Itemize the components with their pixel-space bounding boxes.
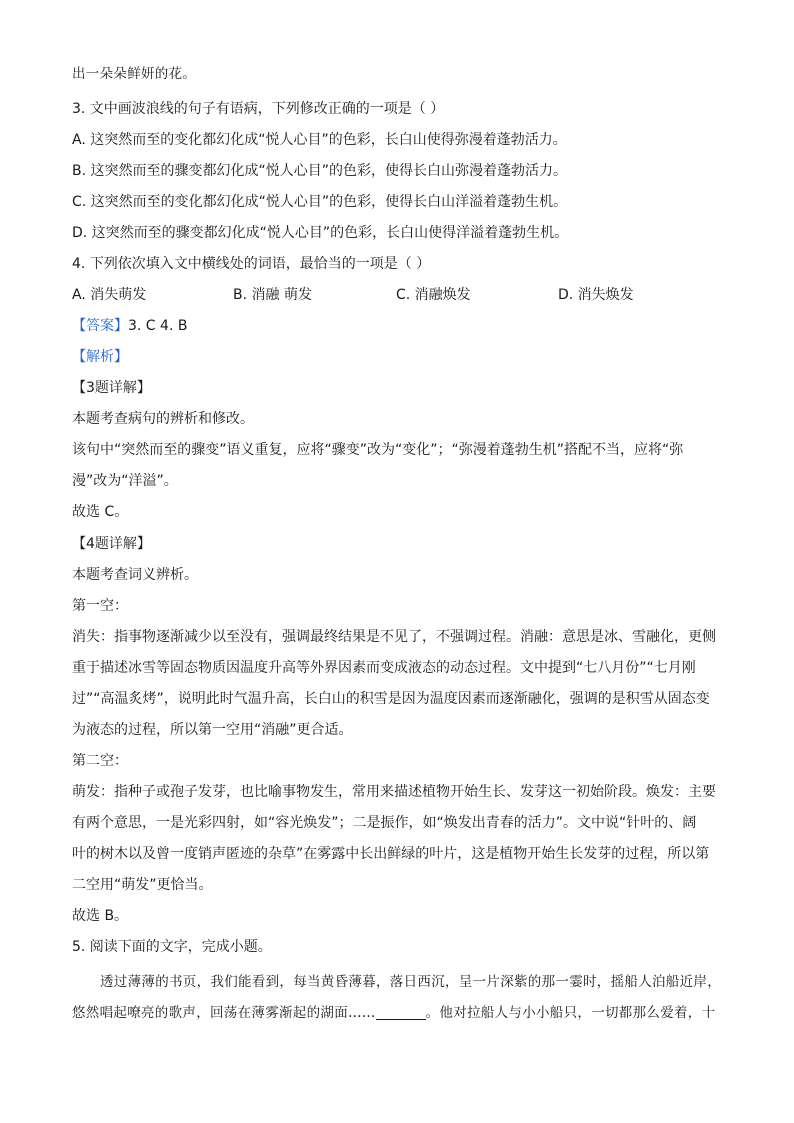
- question-3-option-a: A. 这突然而至的变化都幻化成“悦人心目”的色彩，长白山使得弥漫着蓬勃活力。: [72, 132, 567, 148]
- detail-4-line: 本题考查词义辨析。: [72, 567, 198, 583]
- answer-tag: 【答案】: [72, 318, 128, 334]
- question-4-stem: 4. 下列依次填入文中横线处的词语，最恰当的一项是（ ）: [72, 256, 431, 272]
- passage-text: 悠然唱起嘹亮的歌声，回荡在薄雾渐起的湖面……: [72, 1005, 376, 1021]
- answer-line: [72, 317, 722, 335]
- detail-4-line: 有两个意思，一是光彩四射，如“容光焕发”；二是振作，如“焕发出青春的活力”。文中说“针叶的、阔: [72, 815, 697, 831]
- detail-4-line: 第一空：: [72, 598, 128, 614]
- detail-3-line: 本题考查病句的辨析和修改。: [72, 411, 254, 427]
- question-4-option-c: C. 消融焕发: [396, 287, 471, 303]
- question-3-option-c: C. 这突然而至的变化都幻化成“悦人心目”的色彩，使得长白山洋溢着蓬勃生机。: [72, 194, 568, 210]
- detail-4-line: 过”“高温炙烤”，说明此时气温升高，长白山的积雪是因为温度因素而逐渐融化，强调的是积雪从固态变: [72, 691, 710, 707]
- detail-4-line: 消失：指事物逐渐减少以至没有，强调最终结果是不见了，不强调过程。消融：意思是冰、雪融化，更侧: [72, 629, 716, 645]
- detail-4-line: 第二空：: [72, 753, 128, 769]
- question-4-option-b: B. 消融 萌发: [233, 287, 312, 303]
- passage-text: 。他对拉船人与小小船只，一切都那么爱着，十: [425, 1005, 716, 1021]
- question-3-stem: 3. 文中画波浪线的句子有语病，下列修改正确的一项是（ ）: [72, 101, 445, 117]
- detail-4-tag: 【4题详解】: [72, 536, 151, 552]
- detail-3-line: 该句中“突然而至的骤变”语义重复，应将“骤变”改为“变化”；“弥漫着蓬勃生机”搭配不当，应将“弥: [72, 442, 684, 458]
- passage-line: 出一朵朵鲜妍的花。: [72, 66, 197, 82]
- passage-line: 透过薄薄的书页，我们能看到，每当黄昏薄暮，落日西沉，呈一片深紫的那一霎时，摇船人泊船近岸，: [100, 974, 721, 990]
- answer-text: 3. C 4. B: [128, 318, 188, 334]
- detail-4-line: 二空用“萌发”更恰当。: [72, 877, 213, 893]
- question-4-option-d: D. 消失焕发: [558, 287, 634, 303]
- detail-4-line: 重于描述冰雪等固态物质因温度升高等外界因素而变成液态的动态过程。文中提到“七八月份”“七月刚: [72, 660, 696, 676]
- question-4-option-a: A. 消失萌发: [72, 287, 147, 303]
- question-5-stem: 5. 阅读下面的文字，完成小题。: [72, 939, 272, 955]
- question-3-option-d: D. 这突然而至的骤变都幻化成“悦人心目”的色彩，长白山使得洋溢着蓬勃生机。: [72, 225, 569, 241]
- detail-3-line: 漫”改为“洋溢”。: [72, 473, 178, 489]
- detail-4-conclusion: 故选 B。: [72, 908, 129, 924]
- detail-4-line: 萌发：指种子或孢子发芽，也比喻事物发生，常用来描述植物开始生长、发芽这一初始阶段。焕发：主要: [72, 784, 716, 800]
- question-3-option-b: B. 这突然而至的骤变都幻化成“悦人心目”的色彩，使得长白山弥漫着蓬勃活力。: [72, 163, 568, 179]
- detail-3-tag: 【3题详解】: [72, 380, 151, 396]
- passage-line: [72, 1004, 722, 1022]
- detail-4-line: 叶的树木以及曾一度销声匿迹的杂草”在雾露中长出鲜绿的叶片，这是植物开始生长发芽的过程，所以第: [72, 846, 710, 862]
- detail-4-line: 为液态的过程，所以第一空用“消融”更合适。: [72, 722, 353, 738]
- detail-3-conclusion: 故选 C。: [72, 504, 129, 520]
- fill-blank: [376, 1006, 426, 1020]
- analysis-tag: 【解析】: [72, 349, 128, 365]
